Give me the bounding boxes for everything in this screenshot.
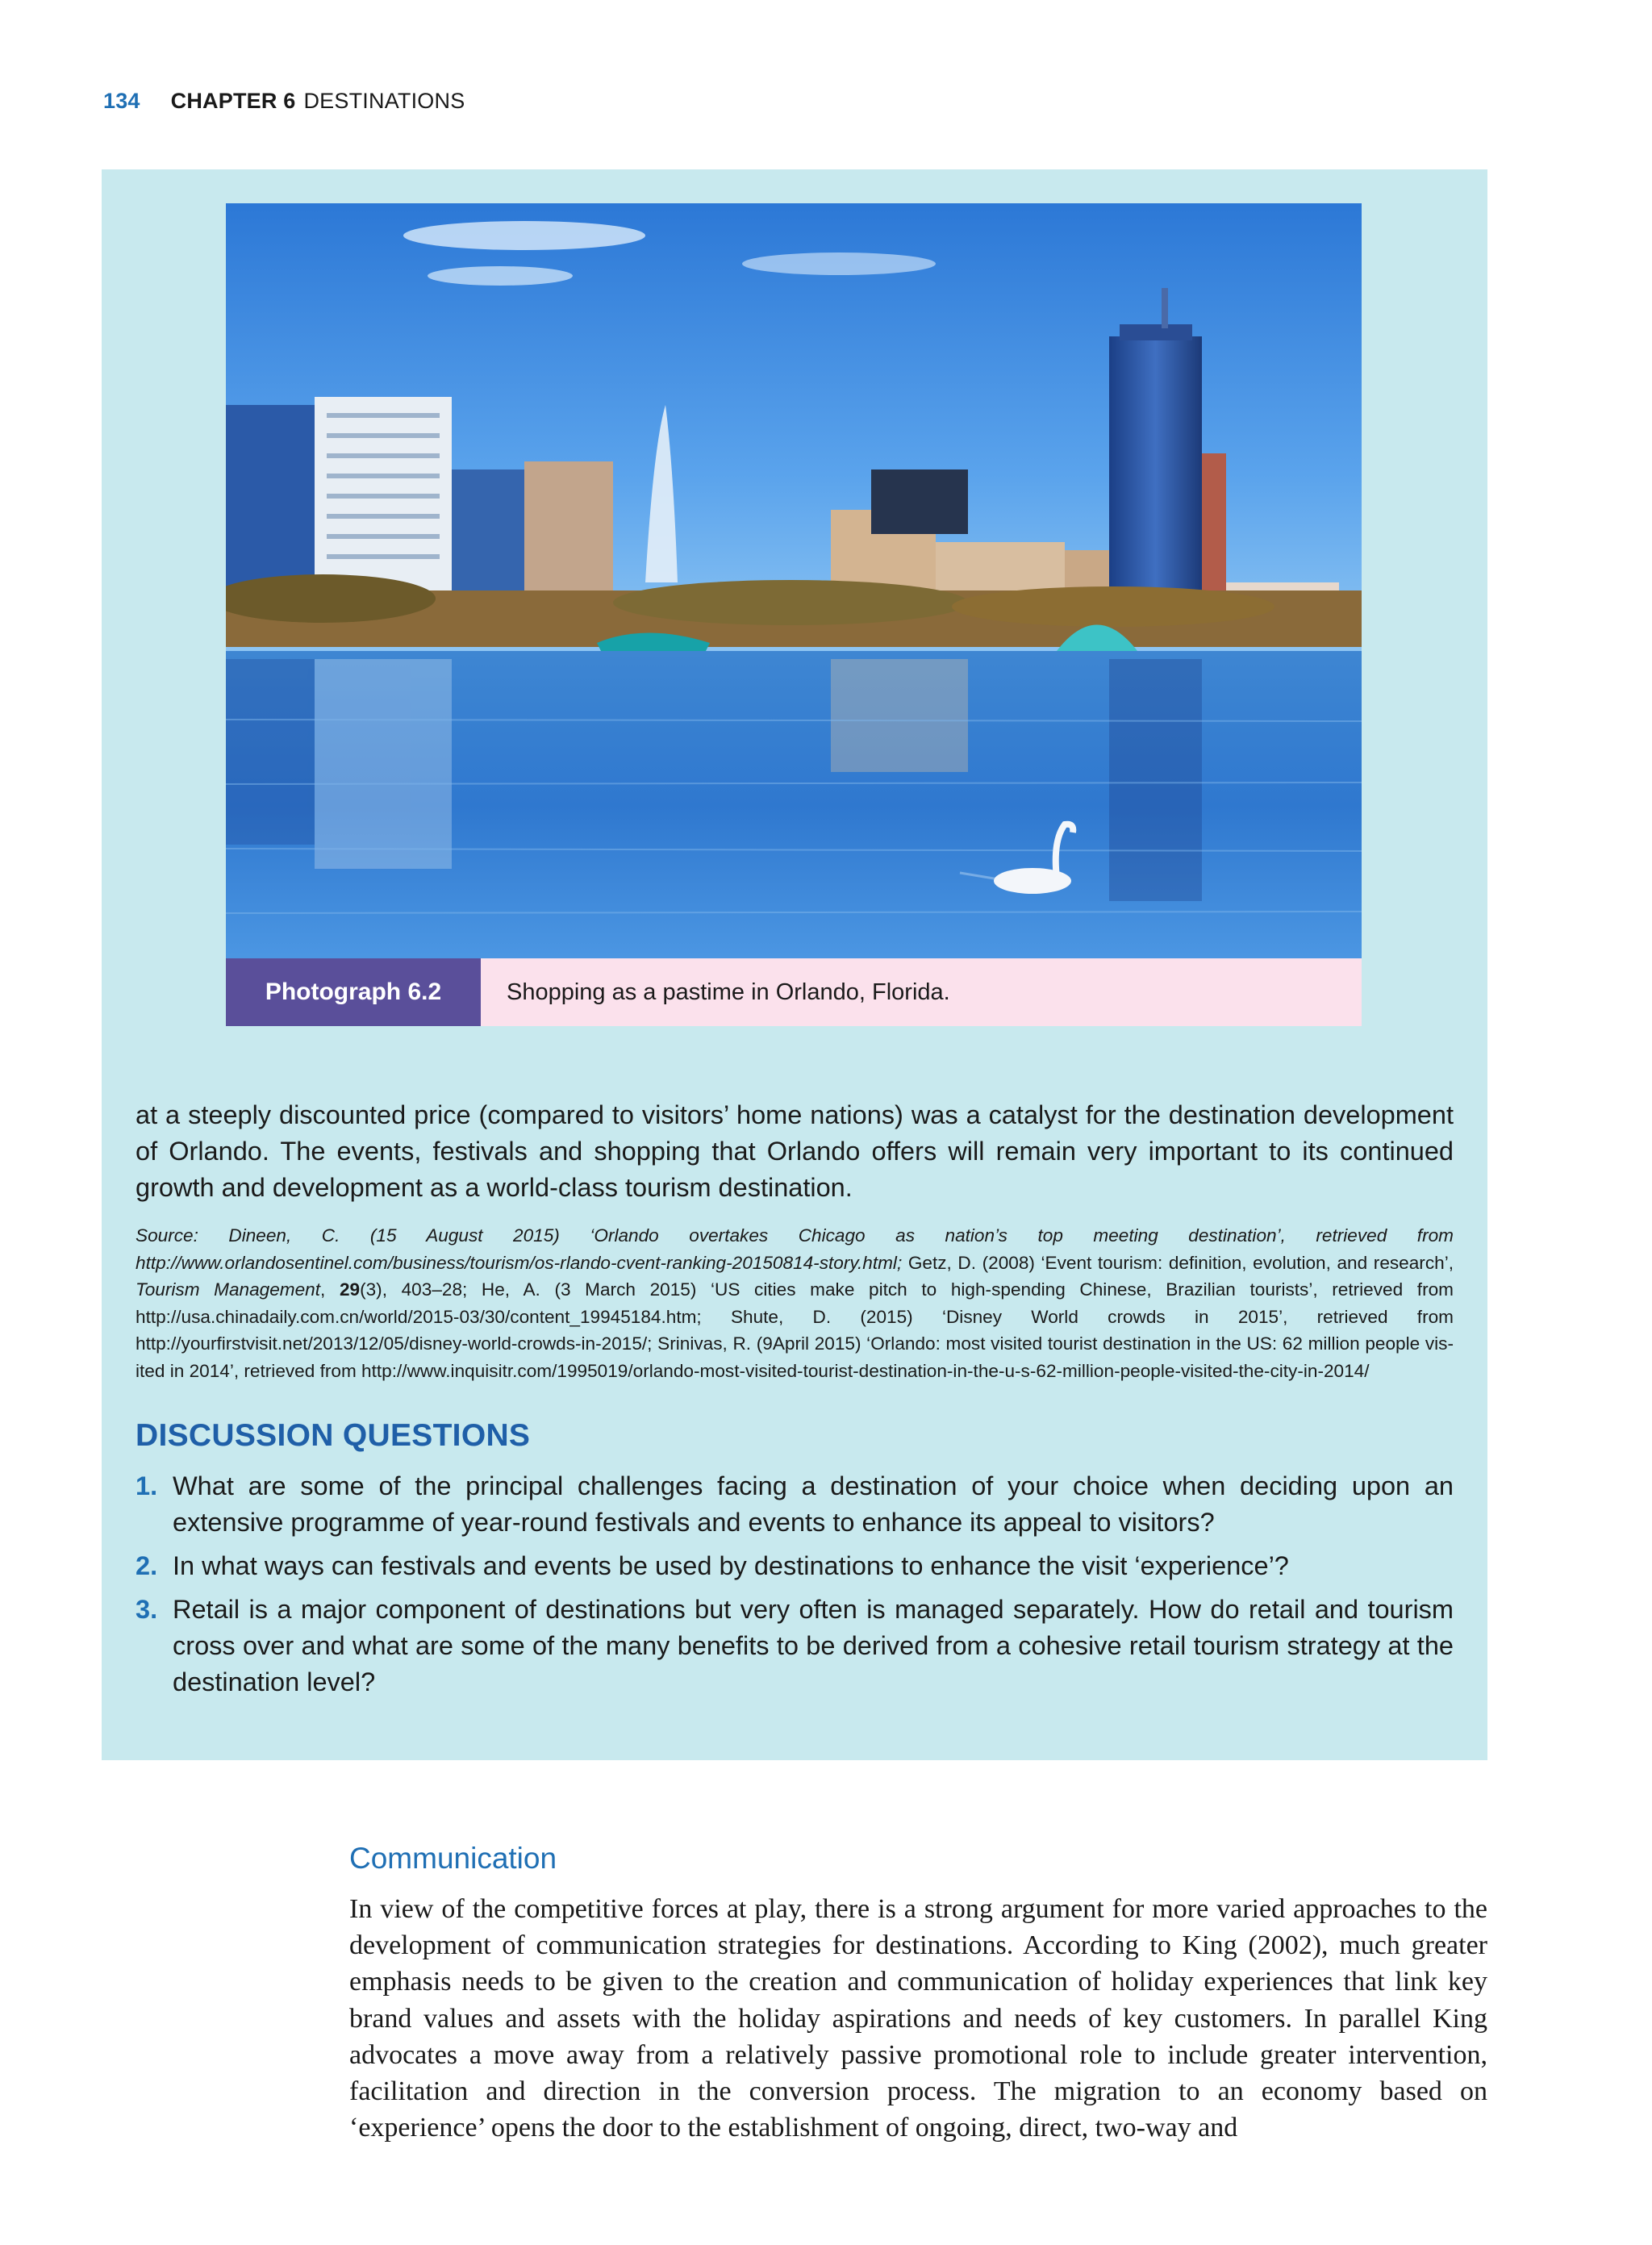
discussion-question xyxy=(136,1592,1454,1700)
source-citation xyxy=(136,1222,1454,1384)
source-part-4: (3), 403–28; He, A. (3 March 2015) ‘US cities make pitch to high-spending Chinese, Brazilian tourists’, retrieved from http://usa.chinadaily.com.cn/world/2015-03/30/content_19945184.htm; Shute, D. (2015) ‘Disney World crowds in 2015’, retrieved from http://yourfirstvisit.net/2013/12/05/disney-world-crowds-in-2015/; Srinivas, R. (9April 2015) ‘Orlando: most visited tourist destination in the US: 62 million people visited in 2014’, retrieved from http://www.inquisitr.com/1995019/orlando-most-visited-tourist-destination-in-the-u-s-62-million-people-visited-the-city-in-2014/ xyxy=(136,1279,1454,1381)
source-part-1: Source: Dineen, C. (15 August 2015) ‘Orlando overtakes Chicago as nation’s top meeting destination’, retrieved from http://www.orlandosentinel.com/business/tourism/os-rlando-cvent-ranking-20150814-story.html; xyxy=(136,1225,1454,1273)
chapter-title: DESTINATIONS xyxy=(303,89,465,113)
discussion-question xyxy=(136,1548,1454,1584)
case-study-box xyxy=(102,169,1487,1760)
question-text: Retail is a major component of destinations but very often is managed separately. How do retail and tourism cross over and what are some of the many benefits to be derived from a cohesive retail tourism strategy at the destination level? xyxy=(173,1595,1454,1696)
source-journal: Tourism Management xyxy=(136,1279,321,1300)
question-number: 1. xyxy=(136,1471,158,1500)
source-volume: 29 xyxy=(339,1279,361,1300)
chapter-label: CHAPTER 6 xyxy=(170,89,296,113)
question-number: 3. xyxy=(136,1595,158,1624)
running-head xyxy=(103,89,465,114)
case-continued-text: at a steeply discounted price (compared to visitors’ home nations) was a catalyst for the destination development of Orlando. The events, festivals and shopping that Orlando offers will remain very important to its continued growth and development as a world-class tourism destination. xyxy=(136,1100,1454,1202)
discussion-question-list xyxy=(136,1468,1454,1700)
photo-caption-text: Shopping as a pastime in Orlando, Florida. xyxy=(481,958,1362,1026)
communication-heading: Communication xyxy=(349,1842,557,1875)
discussion-question xyxy=(136,1468,1454,1541)
source-part-2: Getz, D. (2008) ‘Event tourism: definition, evolution, and research’, xyxy=(902,1252,1454,1273)
question-number: 2. xyxy=(136,1551,158,1580)
question-text: What are some of the principal challenges facing a destination of your choice when deciding upon an extensive programme of year-round festivals and events to enhance its appeal to visitors? xyxy=(173,1471,1454,1537)
case-study-body xyxy=(136,1097,1454,1708)
source-part-3: , xyxy=(320,1279,340,1300)
communication-body: In view of the competitive forces at play, there is a strong argument for more varied approaches to the development of communication strategies for destinations. According to King (2002), much greater emphasis needs to be given to the creation and communication of holiday experiences that link key brand values and assets with the holiday aspirations and needs of key customers. In parallel King advocates a move away from a relatively passive promotional role to include greater intervention, facilitation and direction in the conversion process. The migration to an economy based on ‘experience’ opens the door to the establishment of ongoing, direct, two-way and xyxy=(349,1894,1487,2143)
question-text: In what ways can festivals and events be used by destinations to enhance the visit ‘experience’? xyxy=(173,1551,1289,1580)
photo-caption xyxy=(226,958,1362,1026)
discussion-questions-heading: DISCUSSION QUESTIONS xyxy=(136,1418,531,1453)
page-number: 134 xyxy=(103,89,140,113)
photo-label: Photograph 6.2 xyxy=(226,958,481,1026)
